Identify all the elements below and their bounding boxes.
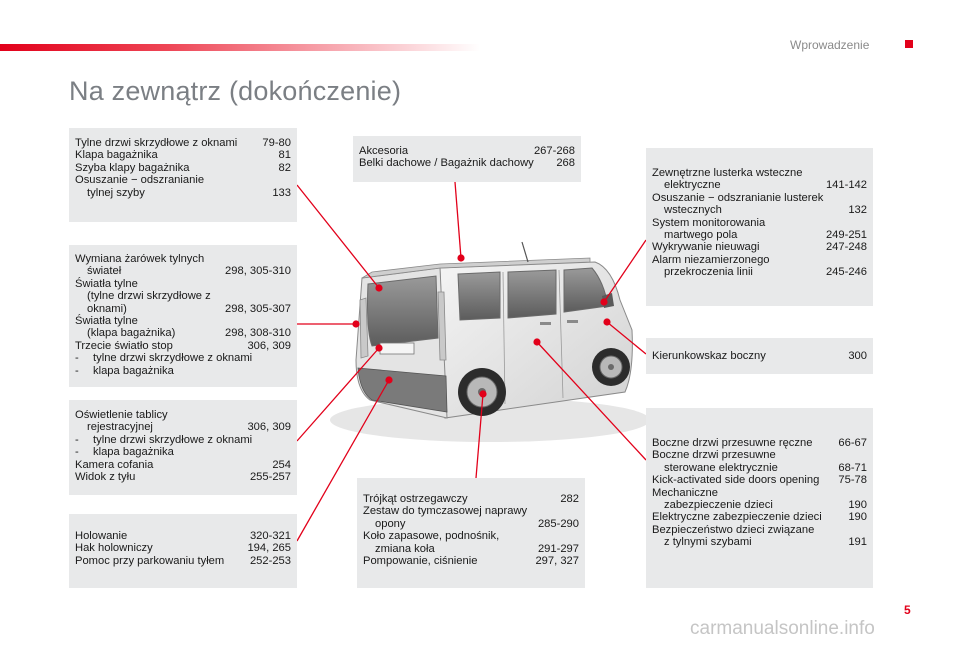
entry: Klapa bagażnika 81 [75,149,291,162]
entry: Wymiana żarówek tylnych świateł 298, 305-310 [75,253,291,278]
entry: Mechaniczne zabezpieczenie dzieci 190 [652,486,867,512]
entry: Bezpieczeństwo dzieci związane z tylnymi szybami 191 [652,523,867,549]
entry: Elektryczne zabezpieczenie dzieci 190 [652,511,867,524]
entry: Kierunkowskaz boczny 300 [652,350,867,362]
entry: Boczne drzwi przesuwne ręczne 66-67 [652,437,867,449]
entry: Światła tylne (klapa bagażnika) 298, 308-310 [75,315,291,340]
box-side-indicator [646,338,873,374]
box-side-doors [646,408,873,588]
entry: Zewnętrzne lusterka wsteczne elektryczne 141-142 [652,167,867,192]
entry: Pompowanie, ciśnienie 297, 327 [363,555,579,568]
watermark: carmanualsonline.info [690,618,875,639]
entry: Akcesoria 267-268 [359,145,575,157]
box-rear-door [69,128,297,222]
entry: Światła tylne (tylne drzwi skrzydłowe z oknami) 298, 305-307 [75,277,291,315]
entry: Kick-activated side doors opening 75-78 [652,474,867,487]
page-title: Na zewnątrz (dokończenie) [69,76,402,106]
entry: Hak holowniczy 194, 265 [75,542,291,555]
box-accessories [353,136,581,182]
callout-dot-roof [457,254,464,261]
entry: Trzecie światło stop 306, 309 [75,339,291,352]
box-triangle-wheel [357,478,585,588]
entry: Belki dachowe / Bagażnik dachowy 268 [359,157,575,170]
sub-item: - tylne drzwi skrzydłowe z oknami [75,433,253,446]
entry: Osuszanie − odszranianie tylnej szyby 133 [75,174,291,199]
callout-dot-side-door [533,338,540,345]
entry: Koło zapasowe, podnośnik, zmiana koła 291-297 [363,530,579,555]
section-label: Wprowadzenie [790,38,870,52]
entry: Kamera cofania 254 [75,458,291,471]
callout-dot-spare-wheel [479,390,486,397]
entry: Widok z tyłu 255-257 [75,471,291,484]
entry: Wykrywanie nieuwagi 247-248 [652,241,867,254]
entry: Zestaw do tymczasowej naprawy opony 285-290 [363,505,579,530]
box-bulbs [69,245,297,387]
page-number: 5 [904,603,911,617]
entry: Oświetlenie tablicy rejestracyjnej 306, 309 [75,409,291,434]
entry: Pomoc przy parkowaniu tyłem 252-253 [75,554,291,567]
entry: Boczne drzwi przesuwne sterowane elektrycznie 68-71 [652,449,867,474]
entry: Osuszanie − odszranianie lusterek wstecznych 132 [652,191,867,217]
box-towing [69,514,297,588]
entry: Alarm niezamierzonego przekroczenia linii 245-246 [652,253,867,279]
callout-dot-rear-window [375,284,382,291]
box-plate-camera [69,400,297,495]
sub-item: - klapa bagażnika [75,364,174,377]
entry: Tylne drzwi skrzydłowe z oknami 79-80 [75,137,291,149]
callout-dot-mirror [600,298,607,305]
sub-item: - tylne drzwi skrzydłowe z oknami [75,352,253,365]
entry: Trójkąt ostrzegawczy 282 [363,493,579,505]
box-mirrors [646,148,873,306]
sub-item: - klapa bagażnika [75,446,174,459]
entry: Szyba klapy bagażnika 82 [75,161,291,174]
callout-dot-side-indicator [603,318,610,325]
entry: Holowanie 320-321 [75,530,291,542]
entry: System monitorowania martwego pola 249-251 [652,216,867,242]
callout-dot-tail-light [352,320,359,327]
callout-dot-tow-hook [385,376,392,383]
callout-dot-plate [375,344,382,351]
